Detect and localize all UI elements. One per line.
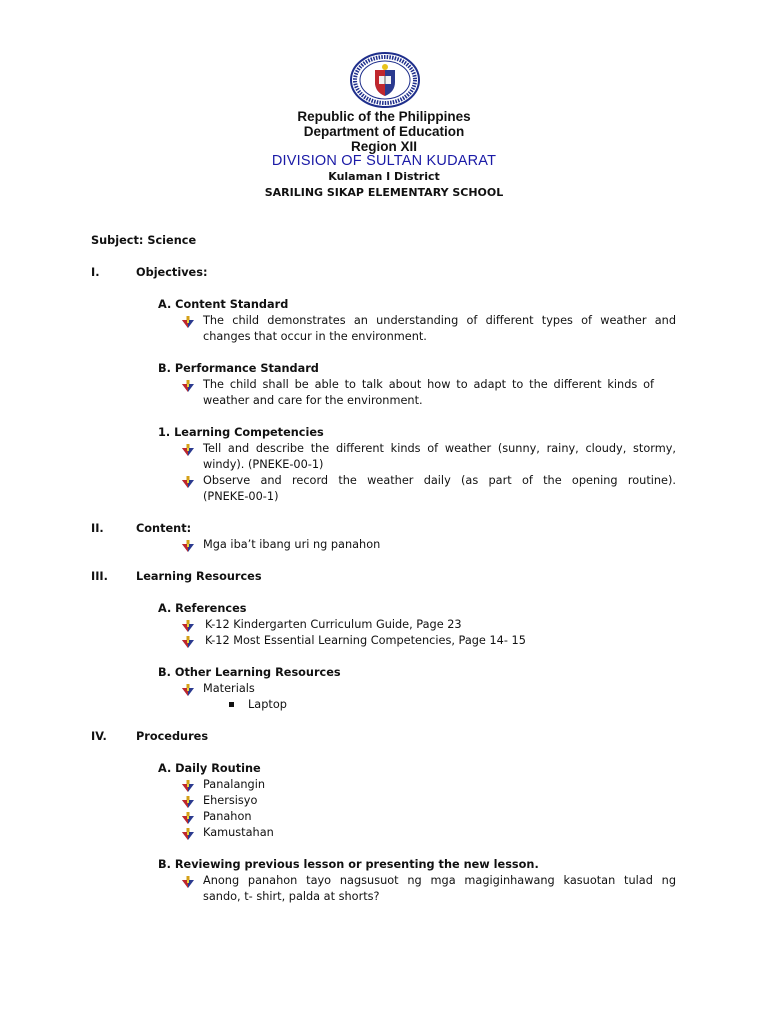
- arrow-bullet-icon: [182, 444, 194, 456]
- performance-standard-text-line1: The child shall be able to talk about how to adapt to the different kinds of: [203, 378, 654, 391]
- content-standard-text-line1: The child demonstrates an understanding of different types of weather and: [203, 314, 676, 327]
- section-title-content: Content:: [136, 522, 192, 535]
- learning-competencies-label: 1. Learning Competencies: [158, 426, 324, 439]
- materials-text: Materials: [203, 682, 255, 695]
- arrow-bullet-icon: [182, 780, 194, 792]
- header-republic: Republic of the Philippines: [297, 109, 471, 124]
- header-district: Kulaman I District: [328, 170, 440, 183]
- arrow-bullet-icon: [182, 620, 194, 632]
- content-standard-label: A. Content Standard: [158, 298, 289, 311]
- competency-2-line2: (PNEKE-00-1): [203, 490, 279, 503]
- header-region: Region XII: [350, 139, 417, 154]
- performance-standard-label: B. Performance Standard: [158, 362, 319, 375]
- performance-standard-text-line2: weather and care for the environment.: [203, 394, 423, 407]
- arrow-bullet-icon: [182, 316, 194, 328]
- square-bullet-icon: [229, 702, 234, 707]
- section-title-procedures: Procedures: [136, 730, 209, 743]
- arrow-bullet-icon: [182, 380, 194, 392]
- content-bullet-text: Mga iba’t ibang uri ng panahon: [203, 538, 381, 551]
- other-resources-label: B. Other Learning Resources: [158, 666, 341, 679]
- competency-1-line1: Tell and describe the different kinds of weather (sunny, rainy, cloudy, stormy,: [203, 442, 676, 455]
- reviewing-question-line2: sando, t- shirt, palda at shorts?: [203, 890, 380, 903]
- arrow-bullet-icon: [182, 828, 194, 840]
- arrow-bullet-icon: [182, 876, 194, 888]
- reviewing-question-line1: Anong panahon tayo nagsusuot ng mga magiginhawang kasuotan tulad ng: [203, 874, 676, 887]
- daily-routine-item: Panahon: [203, 810, 252, 823]
- materials-sub-item: Laptop: [248, 698, 287, 711]
- section-number-1: I.: [91, 266, 100, 279]
- arrow-bullet-icon: [182, 684, 194, 696]
- section-title-objectives: Objectives:: [136, 266, 208, 279]
- header-school: SARILING SIKAP ELEMENTARY SCHOOL: [264, 186, 504, 199]
- daily-routine-item: Panalangin: [203, 778, 266, 791]
- header-division: DIVISION OF SULTAN KUDARAT: [271, 153, 497, 169]
- reviewing-label: B. Reviewing previous lesson or presenting the new lesson.: [158, 858, 539, 871]
- arrow-bullet-icon: [182, 540, 194, 552]
- references-label: A. References: [158, 602, 247, 615]
- section-number-3: III.: [91, 570, 108, 583]
- section-number-2: II.: [91, 522, 104, 535]
- arrow-bullet-icon: [182, 812, 194, 824]
- arrow-bullet-icon: [182, 476, 194, 488]
- reference-item: K-12 Most Essential Learning Competencies, Page 14- 15: [205, 634, 526, 647]
- subject-line: Subject: Science: [91, 234, 197, 247]
- arrow-bullet-icon: [182, 796, 194, 808]
- competency-1-line2: windy). (PNEKE-00-1): [203, 458, 324, 471]
- deped-seal-logo: [349, 52, 421, 108]
- section-title-learning-resources: Learning Resources: [136, 570, 262, 583]
- reference-item: K-12 Kindergarten Curriculum Guide, Page 23: [205, 618, 462, 631]
- arrow-bullet-icon: [182, 636, 194, 648]
- competency-2-line1: Observe and record the weather daily (as part of the opening routine).: [203, 474, 676, 487]
- header-department: Department of Education: [303, 124, 465, 139]
- section-number-4: IV.: [91, 730, 107, 743]
- daily-routine-item: Ehersisyo: [203, 794, 258, 807]
- daily-routine-label: A. Daily Routine: [158, 762, 261, 775]
- content-standard-text-line2: changes that occur in the environment.: [203, 330, 427, 343]
- daily-routine-item: Kamustahan: [203, 826, 274, 839]
